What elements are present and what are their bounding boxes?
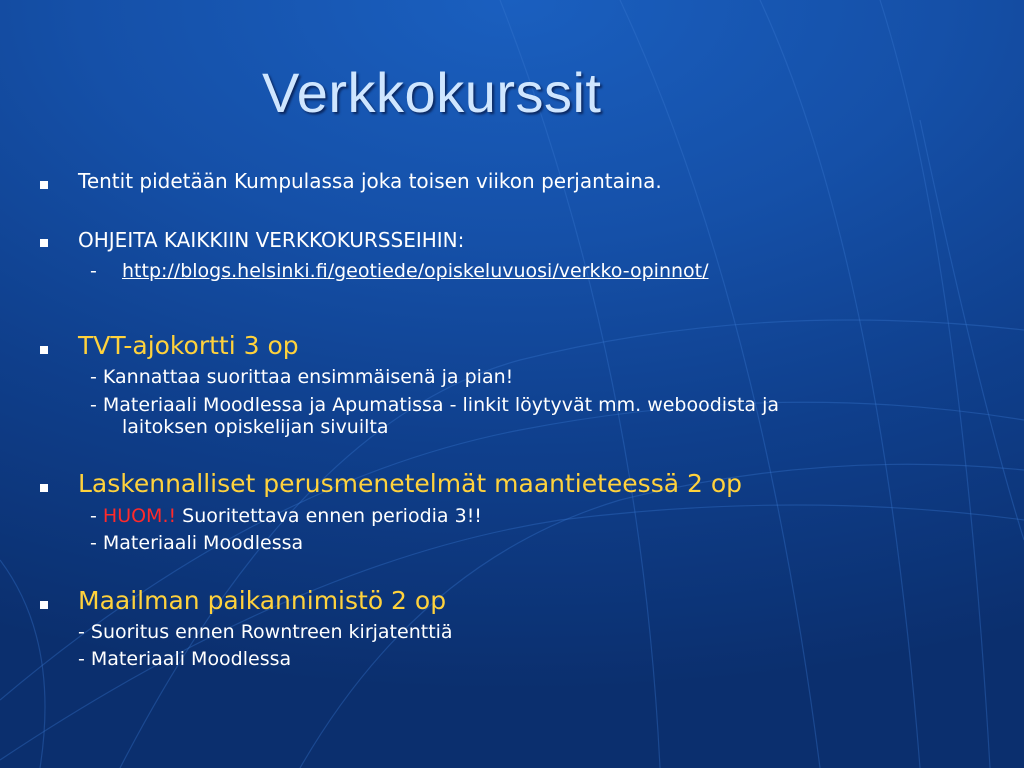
bullet-text-instructions: OHJEITA KAIKKIIN VERKKOKURSSEIHIN: bbox=[78, 228, 465, 252]
course-heading-paikannimisto: Maailman paikannimistö 2 op bbox=[78, 586, 447, 615]
slide-title: Verkkokurssit bbox=[262, 61, 602, 124]
bullet-marker bbox=[40, 346, 48, 354]
warning-label: HUOM.! bbox=[102, 505, 177, 527]
course-tvt-line-2: - Materiaali Moodlessa ja Apumatissa - linkit löytyvät mm. weboodista ja bbox=[90, 394, 780, 416]
course-paikannimisto-line-1: - Suoritus ennen Rowntreen kirjatenttiä bbox=[78, 621, 453, 643]
bullet-marker bbox=[40, 239, 48, 247]
course-laskennalliset-line-1 bbox=[90, 505, 482, 527]
course-paikannimisto-line-2: - Materiaali Moodlessa bbox=[78, 648, 292, 670]
course-heading-tvt: TVT-ajokortti 3 op bbox=[78, 331, 299, 360]
sub-dash: - bbox=[90, 260, 97, 282]
bullet-text-exams: Tentit pidetään Kumpulassa joka toisen viikon perjantaina. bbox=[78, 169, 662, 193]
bullet-marker bbox=[40, 181, 48, 189]
bullet-marker bbox=[40, 484, 48, 492]
line-prefix: - bbox=[90, 505, 103, 527]
bullet-marker bbox=[40, 601, 48, 609]
instructions-link[interactable]: http://blogs.helsinki.fi/geotiede/opiskeluvuosi/verkko-opinnot/ bbox=[122, 260, 709, 282]
course-laskennalliset-line-2: - Materiaali Moodlessa bbox=[90, 532, 304, 554]
course-heading-laskennalliset: Laskennalliset perusmenetelmät maantieteessä 2 op bbox=[78, 469, 743, 498]
course-tvt-line-3: laitoksen opiskelijan sivuilta bbox=[122, 416, 389, 438]
course-tvt-line-1: - Kannattaa suorittaa ensimmäisenä ja pian! bbox=[90, 366, 514, 388]
line-rest: Suoritettava ennen periodia 3!! bbox=[176, 505, 482, 527]
